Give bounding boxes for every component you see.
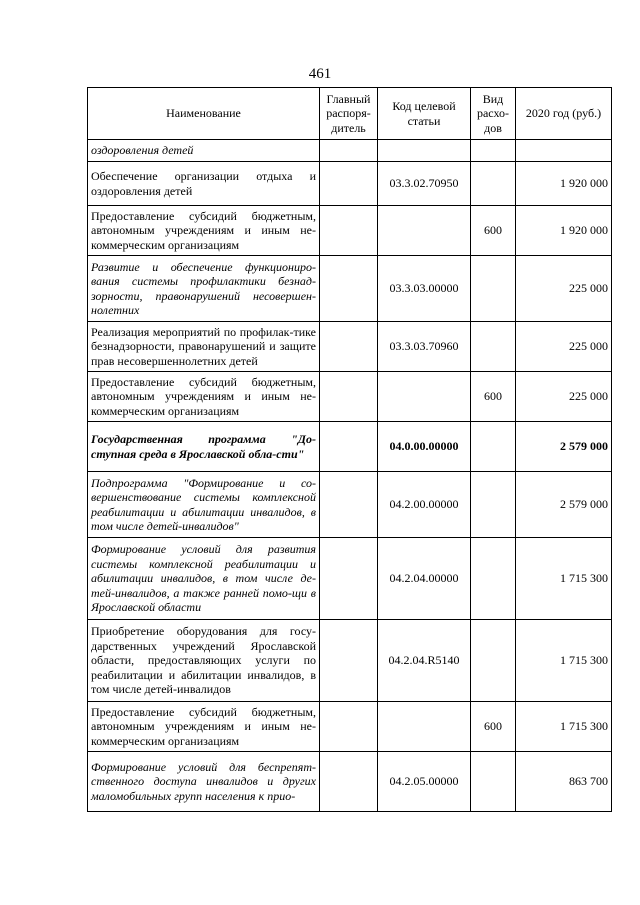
table-body	[88, 140, 612, 812]
row-amount-cell: 1 715 300	[516, 538, 612, 620]
row-target-code-cell	[378, 702, 471, 752]
row-expense-type-cell	[471, 140, 516, 162]
row-amount-cell: 225 000	[516, 256, 612, 322]
row-expense-type-cell	[471, 620, 516, 702]
row-target-code-cell: 04.2.05.00000	[378, 752, 471, 812]
row-name-cell: Предоставление субсидий бюджетным, автономным учреждениям и иным не-коммерческим организациям	[88, 702, 320, 752]
row-manager-cell	[320, 162, 378, 206]
table-row	[88, 322, 612, 372]
row-name-cell: Подпрограмма "Формирование и со-вершенствование системы комплексной реабилитации и абилитации инвалидов, в том числе детей-инвалидов"	[88, 472, 320, 538]
header-year: 2020 год (руб.)	[516, 88, 612, 140]
row-amount-cell: 1 715 300	[516, 620, 612, 702]
header-name: Наименование	[88, 88, 320, 140]
row-expense-type-cell	[471, 162, 516, 206]
row-name-cell: Развитие и обеспечение функциониро-вания системы профилактики безнад-зорности, правонарушений несовершен-нолетних	[88, 256, 320, 322]
row-expense-type-cell	[471, 256, 516, 322]
row-name-cell: Предоставление субсидий бюджетным, автономным учреждениям и иным не-коммерческим организациям	[88, 206, 320, 256]
row-target-code-cell: 03.3.02.70950	[378, 162, 471, 206]
header-target-code: Код целевой статьи	[378, 88, 471, 140]
row-target-code-cell: 03.3.03.70960	[378, 322, 471, 372]
table-header-row	[88, 88, 612, 140]
row-name-cell: Государственная программа "До-ступная среда в Ярославской обла-сти"	[88, 422, 320, 472]
table-row	[88, 702, 612, 752]
row-manager-cell	[320, 140, 378, 162]
row-amount-cell: 2 579 000	[516, 472, 612, 538]
row-expense-type-cell	[471, 538, 516, 620]
table-row	[88, 206, 612, 256]
row-amount-cell	[516, 140, 612, 162]
row-amount-cell: 225 000	[516, 372, 612, 422]
header-manager: Главный распоря-дитель	[320, 88, 378, 140]
row-manager-cell	[320, 702, 378, 752]
budget-table	[87, 87, 612, 812]
table-row	[88, 752, 612, 812]
row-amount-cell: 225 000	[516, 322, 612, 372]
row-target-code-cell: 04.0.00.00000	[378, 422, 471, 472]
table-row	[88, 256, 612, 322]
row-amount-cell: 2 579 000	[516, 422, 612, 472]
row-expense-type-cell: 600	[471, 702, 516, 752]
row-manager-cell	[320, 256, 378, 322]
row-manager-cell	[320, 538, 378, 620]
table-row	[88, 140, 612, 162]
table-row	[88, 538, 612, 620]
row-target-code-cell: 04.2.00.00000	[378, 472, 471, 538]
table-row	[88, 620, 612, 702]
row-target-code-cell	[378, 372, 471, 422]
row-amount-cell: 1 920 000	[516, 162, 612, 206]
row-expense-type-cell	[471, 752, 516, 812]
table-row	[88, 422, 612, 472]
row-expense-type-cell: 600	[471, 206, 516, 256]
row-manager-cell	[320, 752, 378, 812]
row-target-code-cell	[378, 206, 471, 256]
row-name-cell: Обеспечение организации отдыха и оздоровления детей	[88, 162, 320, 206]
row-name-cell: оздоровления детей	[88, 140, 320, 162]
row-name-cell: Предоставление субсидий бюджетным, автономным учреждениям и иным не-коммерческим организациям	[88, 372, 320, 422]
row-name-cell: Реализация мероприятий по профилак-тике безнадзорности, правонарушений и защите прав несовершеннолетних детей	[88, 322, 320, 372]
row-target-code-cell: 04.2.04.R5140	[378, 620, 471, 702]
row-amount-cell: 1 715 300	[516, 702, 612, 752]
row-target-code-cell	[378, 140, 471, 162]
row-amount-cell: 1 920 000	[516, 206, 612, 256]
table-row	[88, 162, 612, 206]
row-expense-type-cell	[471, 472, 516, 538]
row-target-code-cell: 04.2.04.00000	[378, 538, 471, 620]
row-manager-cell	[320, 620, 378, 702]
row-name-cell: Приобретение оборудования для госу-дарственных учреждений Ярославской области, предоставляющих услуги по реабилитации и абилитации инвалидов, в том числе детей-инвалидов	[88, 620, 320, 702]
table-row	[88, 472, 612, 538]
row-amount-cell: 863 700	[516, 752, 612, 812]
row-manager-cell	[320, 422, 378, 472]
header-expense-type: Вид расхо-дов	[471, 88, 516, 140]
row-manager-cell	[320, 372, 378, 422]
row-expense-type-cell	[471, 422, 516, 472]
row-manager-cell	[320, 472, 378, 538]
row-name-cell: Формирование условий для беспрепят-ственного доступа инвалидов и других маломобильных групп населения к прио-	[88, 752, 320, 812]
row-expense-type-cell: 600	[471, 372, 516, 422]
row-name-cell: Формирование условий для развития системы комплексной реабилитации и абилитации инвалидов, в том числе де-тей-инвалидов, а также ранней помо-щи в Ярославской области	[88, 538, 320, 620]
row-expense-type-cell	[471, 322, 516, 372]
page-number: 461	[308, 66, 332, 82]
table-row	[88, 372, 612, 422]
row-manager-cell	[320, 206, 378, 256]
row-manager-cell	[320, 322, 378, 372]
row-target-code-cell: 03.3.03.00000	[378, 256, 471, 322]
